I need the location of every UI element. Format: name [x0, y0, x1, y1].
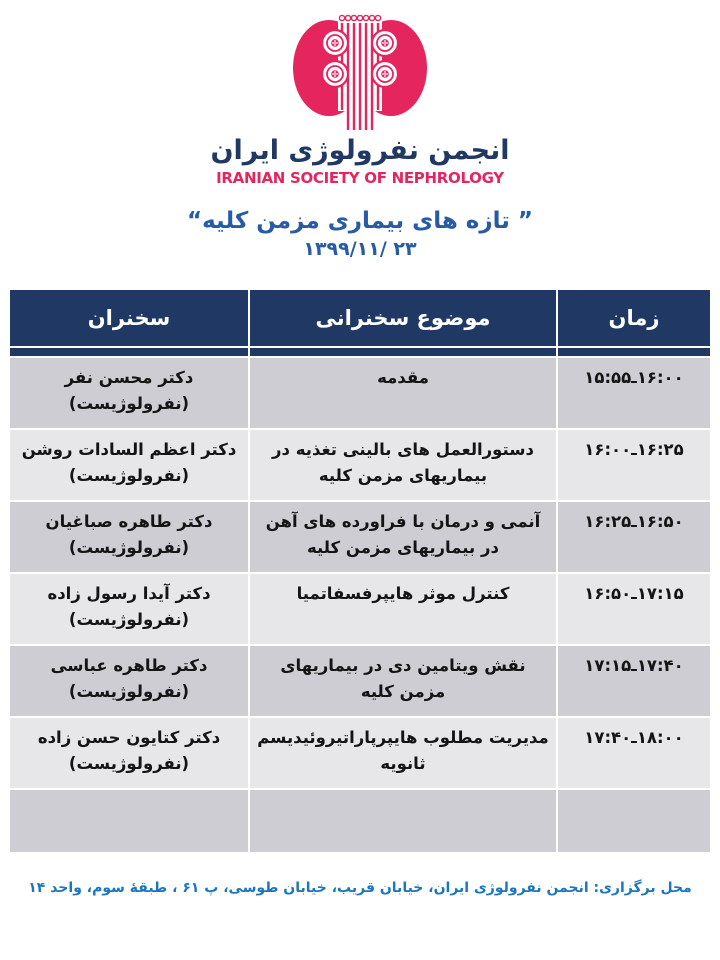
kidney-column-logo-icon — [285, 10, 435, 132]
speaker-name: دکتر طاهره عباسی — [50, 656, 208, 675]
table-row — [10, 646, 710, 716]
speaker-name: دکتر طاهره صباغیان — [45, 512, 213, 531]
society-name-english: IRANIAN SOCIETY OF NEPHROLOGY — [216, 169, 504, 187]
table-row — [10, 718, 710, 788]
table-row — [10, 574, 710, 644]
topic-cell: آنمی و درمان با فراورده های آهن در بیماریهای مزمن کلیه — [250, 502, 556, 572]
table-row — [10, 430, 710, 500]
header-time: زمان — [558, 290, 710, 346]
speaker-role: (نفرولوژیست) — [68, 681, 190, 701]
topic-cell: کنترل موثر هایپرفسفاتمیا — [250, 574, 556, 644]
speaker-cell — [10, 430, 248, 500]
header-spacer-row — [10, 348, 710, 356]
speaker-cell — [10, 502, 248, 572]
speaker-name: دکتر محسن نفر — [64, 368, 194, 387]
schedule-table — [8, 288, 712, 854]
header-spacer-cell — [10, 348, 248, 356]
logo-block — [0, 0, 720, 188]
speaker-name: دکتر اعظم السادات روشن — [21, 440, 237, 459]
table-row — [10, 502, 710, 572]
time-cell: ۱۶:۰۰ـ۱۶:۲۵ — [558, 430, 710, 500]
speaker-cell — [10, 646, 248, 716]
speaker-cell — [10, 358, 248, 428]
time-cell: ۱۶:۲۵ـ۱۶:۵۰ — [558, 502, 710, 572]
venue-line: محل برگزاری: انجمن نفرولوژی ایران، خیابان قریب، خیابان طوسی، پ ۶۱ ، طبقهٔ سوم، واحد ۱۴ — [28, 880, 692, 896]
table-row-empty — [10, 790, 710, 852]
event-date: ۱۳۹۹/۱۱/ ۲۳ — [303, 238, 417, 260]
event-title: ” تازه های بیماری مزمن کلیه“ — [186, 208, 533, 234]
speaker-role: (نفرولوژیست) — [68, 465, 190, 485]
header-speaker: سخنران — [10, 290, 248, 346]
time-cell: ۱۵:۵۵ـ۱۶:۰۰ — [558, 358, 710, 428]
header-spacer-cell — [250, 348, 556, 356]
topic-cell — [250, 790, 556, 852]
header-topic: موضوع سخنرانی — [250, 290, 556, 346]
time-cell: ۱۷:۱۵ـ۱۷:۴۰ — [558, 646, 710, 716]
speaker-role: (نفرولوژیست) — [68, 537, 190, 557]
time-cell — [558, 790, 710, 852]
speaker-role: (نفرولوژیست) — [68, 393, 190, 413]
topic-cell: مدیریت مطلوب هایپرپاراتیروئیدیسم ثانویه — [250, 718, 556, 788]
speaker-cell — [10, 574, 248, 644]
table-row — [10, 358, 710, 428]
society-name-farsi: انجمن نفرولوژی ایران — [210, 135, 510, 166]
time-cell: ۱۷:۴۰ـ۱۸:۰۰ — [558, 718, 710, 788]
table-header-row — [10, 290, 710, 346]
topic-cell: مقدمه — [250, 358, 556, 428]
speaker-cell — [10, 718, 248, 788]
time-cell: ۱۶:۵۰ـ۱۷:۱۵ — [558, 574, 710, 644]
topic-cell: دستورالعمل های بالینی تغذیه در بیماریهای مزمن کلیه — [250, 430, 556, 500]
speaker-cell — [10, 790, 248, 852]
speaker-role: (نفرولوژیست) — [68, 753, 190, 773]
header-spacer-cell — [558, 348, 710, 356]
speaker-name: دکتر آیدا رسول زاده — [47, 584, 211, 603]
speaker-role: (نفرولوژیست) — [68, 609, 190, 629]
topic-cell: نقش ویتامین دی در بیماریهای مزمن کلیه — [250, 646, 556, 716]
speaker-name: دکتر کتایون حسن زاده — [37, 728, 221, 747]
